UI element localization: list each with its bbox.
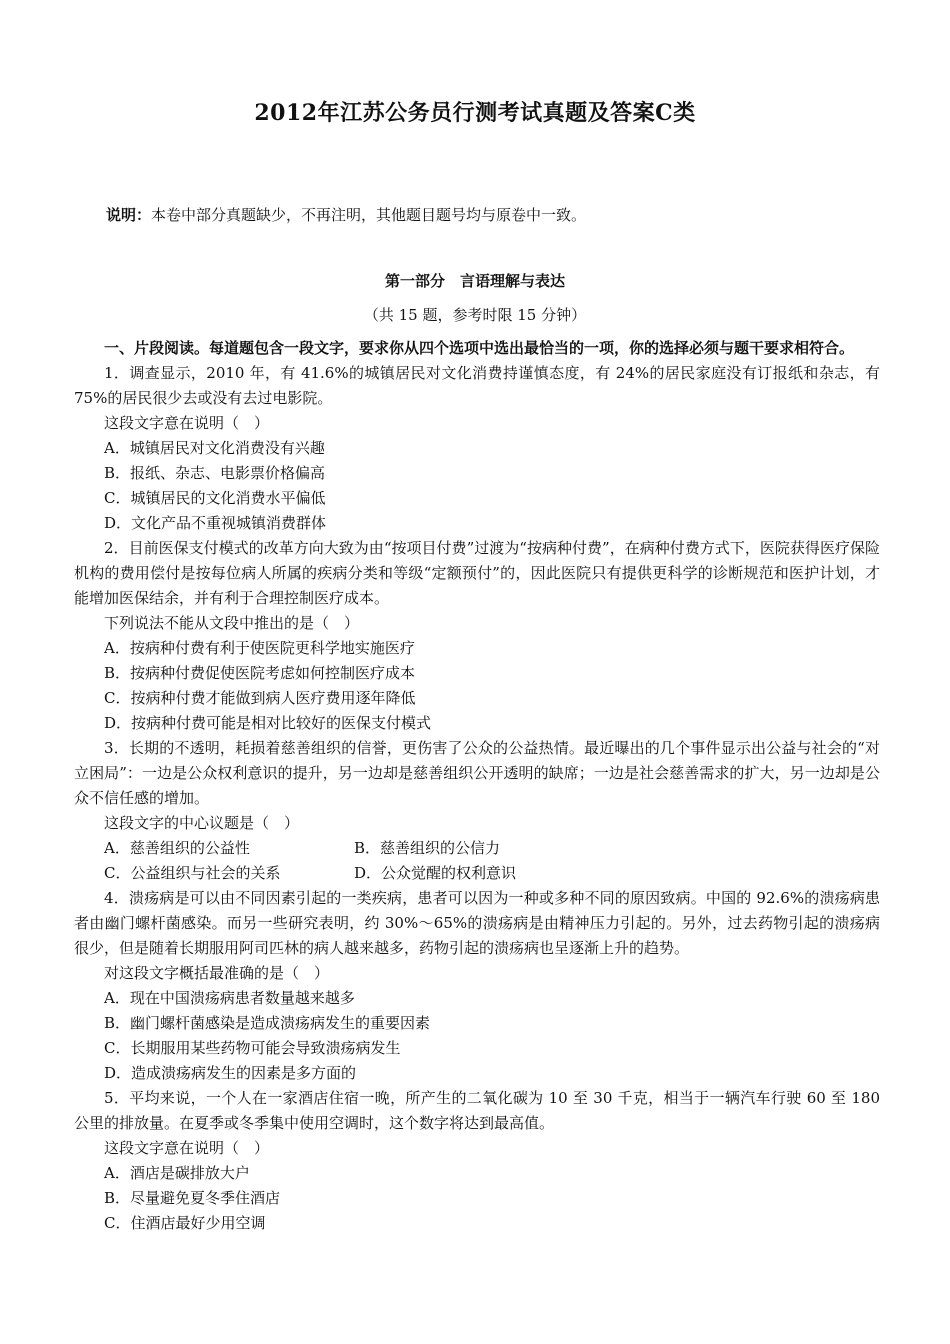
question-1-option-d: D．文化产品不重视城镇消费群体	[104, 514, 327, 532]
question-3-option-d: D．公众觉醒的权利意识	[354, 864, 517, 882]
question-2-option-d: D．按病种付费可能是相对比较好的医保支付模式	[104, 714, 432, 732]
question-4-option-b: B．幽门螺杆菌感染是造成溃疡病发生的重要因素	[104, 1014, 431, 1032]
question-3-option-b: B．慈善组织的公信力	[354, 839, 501, 857]
question-3-prompt: 这段文字的中心议题是（ ）	[104, 814, 300, 832]
question-2-option-c: C．按病种付费才能做到病人医疗费用逐年降低	[104, 689, 416, 707]
question-5-option-b: B．尽量避免夏冬季住酒店	[104, 1189, 281, 1207]
question-3-option-c: C．公益组织与社会的关系	[104, 864, 281, 882]
question-5-option-a: A．酒店是碳排放大户	[104, 1164, 250, 1182]
question-3-option-a: A．慈善组织的公益性	[104, 839, 250, 857]
question-3-stem: 3．长期的不透明，耗损着慈善组织的信誉，更伤害了公众的公益热情。最近曝出的几个事件显示出公益与社会的“对立困局”：一边是公众权利意识的提升，另一边却是慈善组织公开透明的缺席；一边是社会慈善需求的扩大，另一边却是公众不信任感的增加。	[74, 739, 880, 807]
document-body	[74, 336, 880, 1236]
question-1-option-b: B．报纸、杂志、电影票价格偏高	[104, 464, 326, 482]
question-2-stem: 2．目前医保支付模式的改革方向大致为由“按项目付费”过渡为“按病种付费”，在病种付费方式下，医院获得医疗保险机构的费用偿付是按每位病人所属的疾病分类和等级“定额预付”的，因此医院只有提供更科学的诊断规范和医护计划，才能增加医保结余，并有利于合理控制医疗成本。	[74, 539, 880, 607]
question-5-prompt: 这段文字意在说明（ ）	[104, 1139, 270, 1157]
part-title: 第一部分 言语理解与表达	[384, 272, 565, 290]
question-1-option-c: C．城镇居民的文化消费水平偏低	[104, 489, 326, 507]
question-1-option-a: A．城镇居民对文化消费没有兴趣	[104, 439, 325, 457]
question-3-options-row-2	[74, 861, 880, 886]
question-4-prompt: 对这段文字概括最准确的是（ ）	[104, 964, 330, 982]
question-4-stem: 4．溃疡病是可以由不同因素引起的一类疾病，患者可以因为一种或多种不同的原因致病。中国的 92.6%的溃疡病患者由幽门螺杆菌感染。而另一些研究表明，约 30%～65%的溃疡病是由精神压力引起的。另外，过去药物引起的溃疡病很少，但是随着长期服用阿司匹林的病人越来越多，药物引起的溃疡病也呈逐渐上升的趋势。	[74, 889, 880, 957]
note-text: 本卷中部分真题缺少，不再注明，其他题目题号均与原卷中一致。	[151, 206, 587, 224]
question-3-options-row-1	[74, 836, 880, 861]
question-5-option-c: C．住酒店最好少用空调	[104, 1214, 266, 1232]
note-label: 说明：	[106, 206, 152, 224]
question-2-option-b: B．按病种付费促使医院考虑如何控制医疗成本	[104, 664, 416, 682]
question-2-option-a: A．按病种付费有利于使医院更科学地实施医疗	[104, 639, 415, 657]
question-1-stem: 1．调查显示，2010 年，有 41.6%的城镇居民对文化消费持谨慎态度，有 24%的居民家庭没有订报纸和杂志，有 75%的居民很少去或没有去过电影院。	[74, 364, 880, 407]
document-title: 2012年江苏公务员行测考试真题及答案C类	[254, 100, 696, 126]
question-5-stem: 5．平均来说，一个人在一家酒店住宿一晚，所产生的二氧化碳为 10 至 30 千克，相当于一辆汽车行驶 60 至 180 公里的排放量。在夏季或冬季集中使用空调时，这个数字将达到最高值。	[74, 1089, 880, 1132]
question-4-option-c: C．长期服用某些药物可能会导致溃疡病发生	[104, 1039, 401, 1057]
question-4-option-a: A．现在中国溃疡病患者数量越来越多	[104, 989, 355, 1007]
question-4-option-d: D．造成溃疡病发生的因素是多方面的	[104, 1064, 357, 1082]
note-paragraph	[106, 204, 586, 225]
part-subtitle: （共 15 题，参考时限 15 分钟）	[363, 306, 587, 324]
question-1-prompt: 这段文字意在说明（ ）	[104, 414, 270, 432]
section-heading: 一、片段阅读。每道题包含一段文字，要求你从四个选项中选出最恰当的一项，你的选择必须与题干要求相符合。	[104, 339, 855, 357]
question-2-prompt: 下列说法不能从文段中推出的是（ ）	[104, 614, 360, 632]
